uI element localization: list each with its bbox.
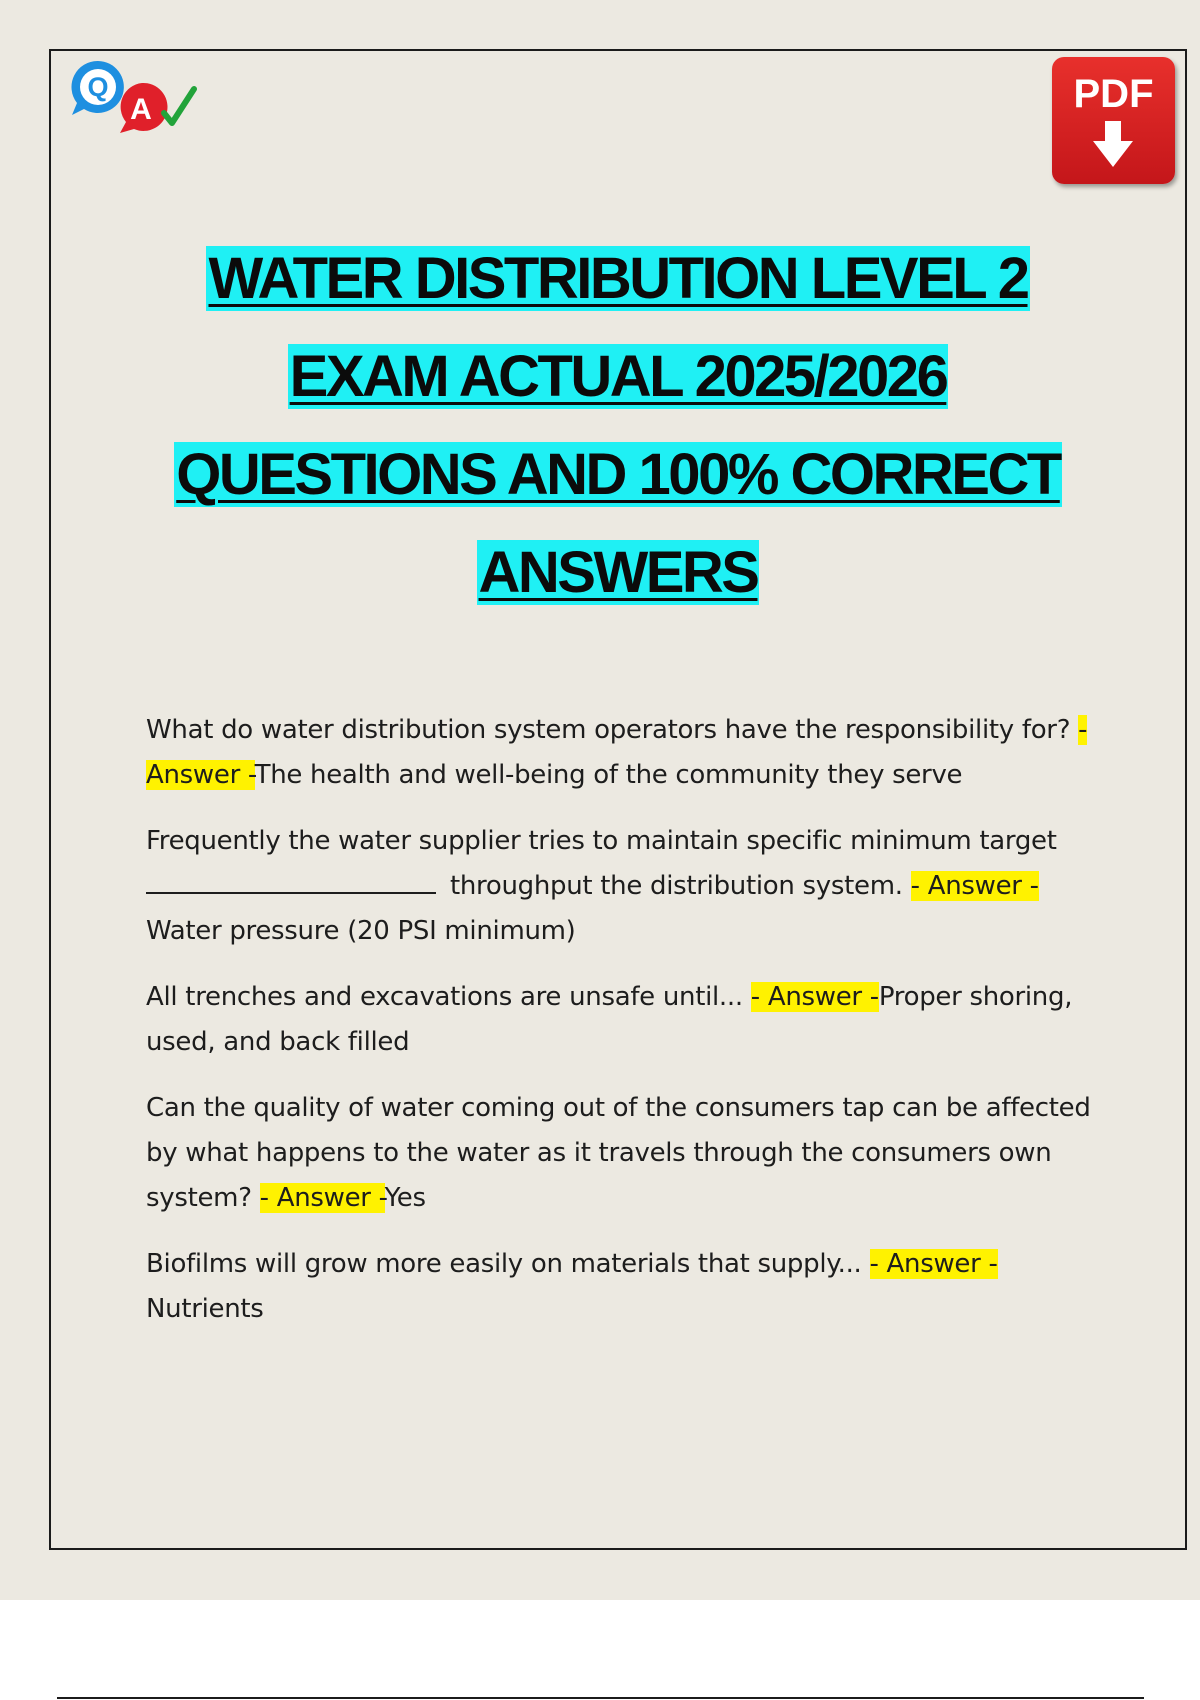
qa-item [146,708,1096,798]
answer-text: Yes [384,1183,426,1213]
answer-text: Proper shoring, used, and back filled [146,982,1073,1057]
answer-marker: - Answer - [910,871,1039,901]
download-arrow-icon [1093,121,1133,167]
fill-in-blank [146,866,436,894]
bottom-divider [57,1697,1144,1699]
answer-text: Nutrients [146,1294,264,1324]
qa-item [146,1242,1096,1332]
pdf-label: PDF [1073,72,1154,116]
qa-item [146,1086,1096,1221]
qa-list [146,708,1096,1353]
pdf-download-icon[interactable] [1052,57,1175,184]
question-text: Can the quality of water coming out of the consumers tap can be affected by what happens to the water as it travels through the consumers own system? [146,1093,1091,1213]
title-line: QUESTIONS AND 100% CORRECT [176,442,1060,507]
svg-text:Q: Q [87,72,109,102]
answer-marker: - Answer - [259,1183,385,1213]
answer-marker: - Answer - [869,1249,998,1279]
document-title [49,230,1187,622]
qa-item [146,819,1096,954]
question-text: What do water distribution system operators have the responsibility for? [146,715,1079,745]
qa-check-logo-icon [68,57,198,135]
svg-text:A: A [130,93,152,126]
answer-marker: - Answer - [146,715,1088,790]
question-text: Frequently the water supplier tries to maintain specific minimum target [146,826,1057,856]
question-text: All trenches and excavations are unsafe until... [146,982,751,1012]
question-text: Biofilms will grow more easily on materials that supply... [146,1249,870,1279]
answer-text: The health and well-being of the community they serve [254,760,963,790]
title-line: WATER DISTRIBUTION LEVEL 2 [208,246,1028,311]
question-text: throughput the distribution system. [442,871,911,901]
title-line: ANSWERS [478,540,758,605]
title-line: EXAM ACTUAL 2025/2026 [289,344,947,409]
answer-text: Water pressure (20 PSI minimum) [146,916,576,946]
qa-item [146,975,1096,1065]
answer-marker: - Answer - [750,982,879,1012]
